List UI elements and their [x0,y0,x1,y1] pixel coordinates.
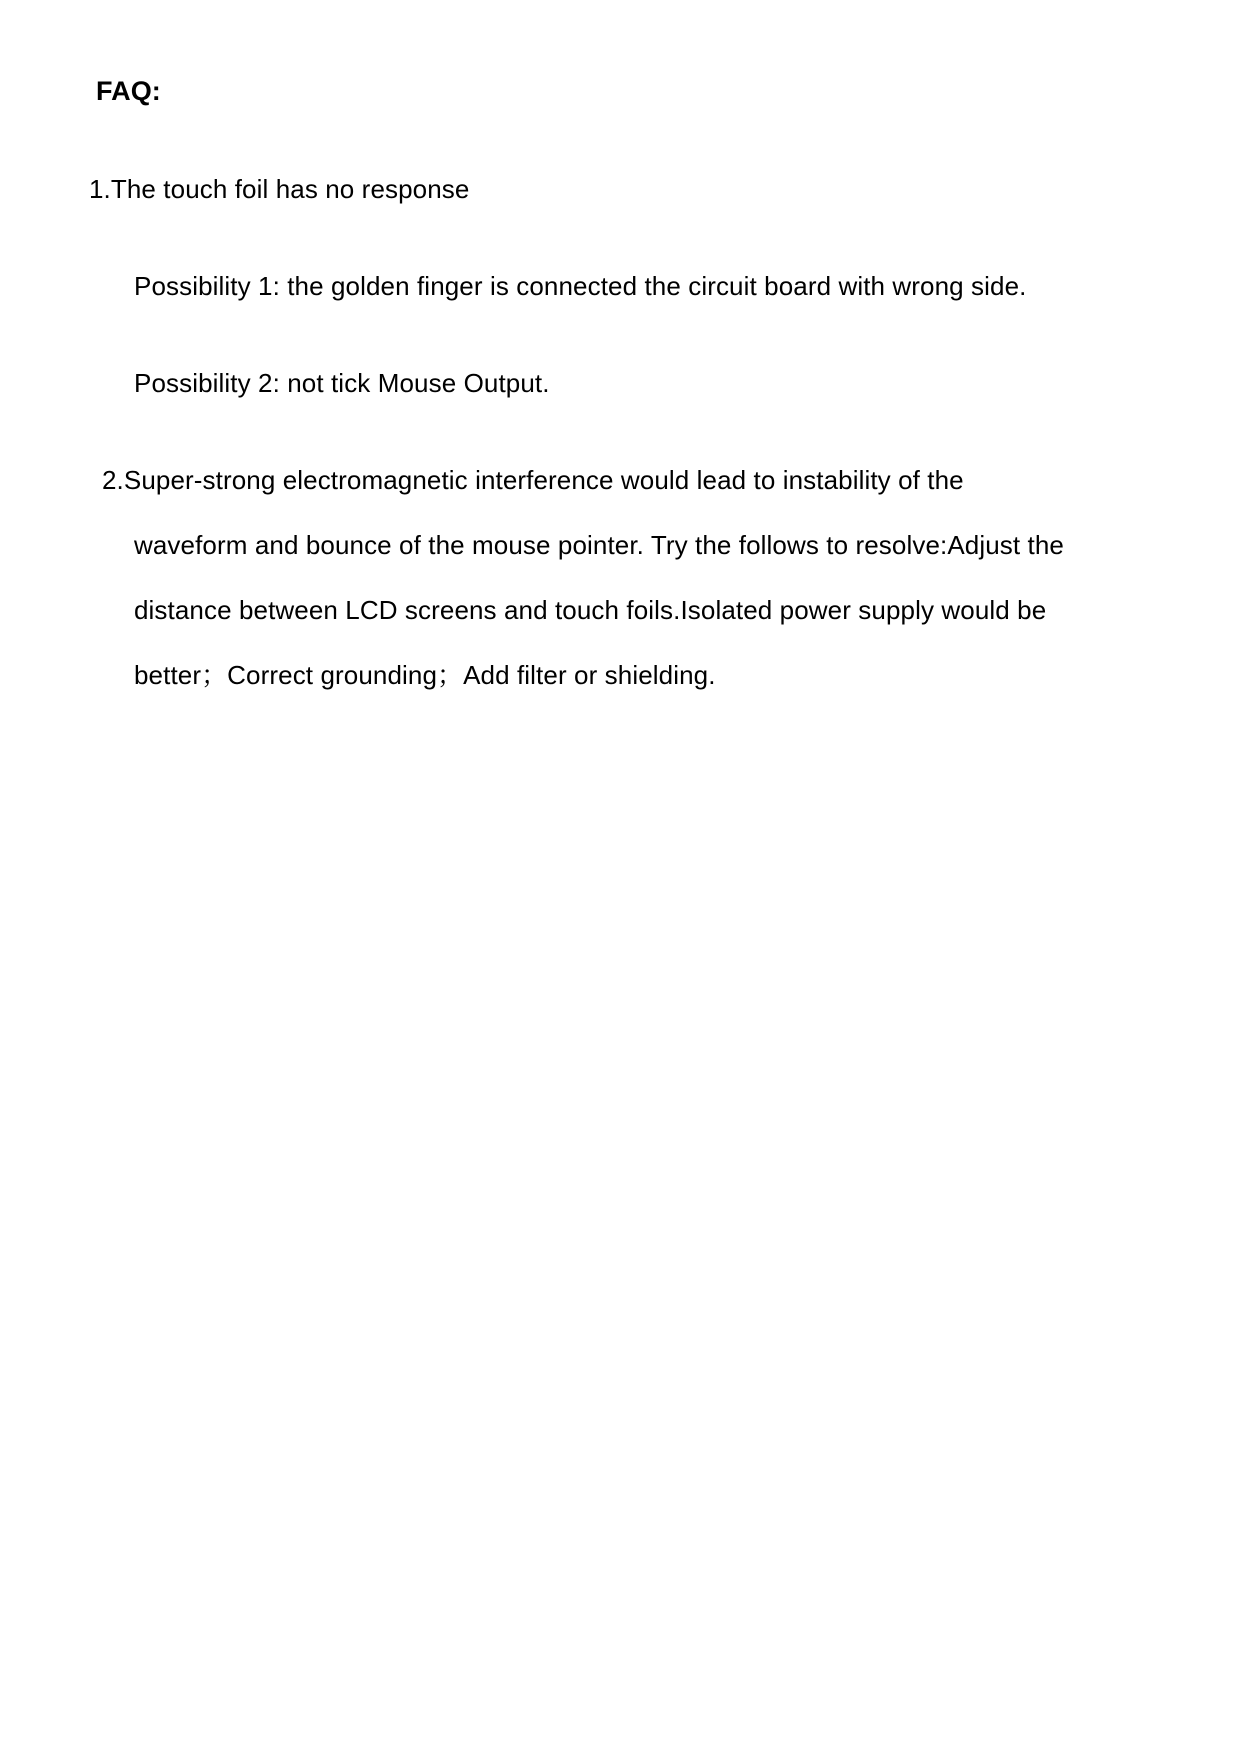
faq-title: FAQ: [96,76,161,106]
question-1-possibility-2: Possibility 2: not tick Mouse Output. [134,368,550,398]
question-1-heading: 1.The touch foil has no response [89,174,470,204]
question-2-line-3: distance between LCD screens and touch foils.Isolated power supply would be [134,595,1047,625]
question-2-line-2: waveform and bounce of the mouse pointer. Try the follows to resolve:Adjust the [134,530,1064,560]
question-2-line-4: better；Correct grounding；Add filter or shielding. [134,660,716,690]
question-2-line-1: 2.Super-strong electromagnetic interference would lead to instability of the [102,465,964,495]
question-1-possibility-1: Possibility 1: the golden finger is connected the circuit board with wrong side. [134,271,1027,301]
